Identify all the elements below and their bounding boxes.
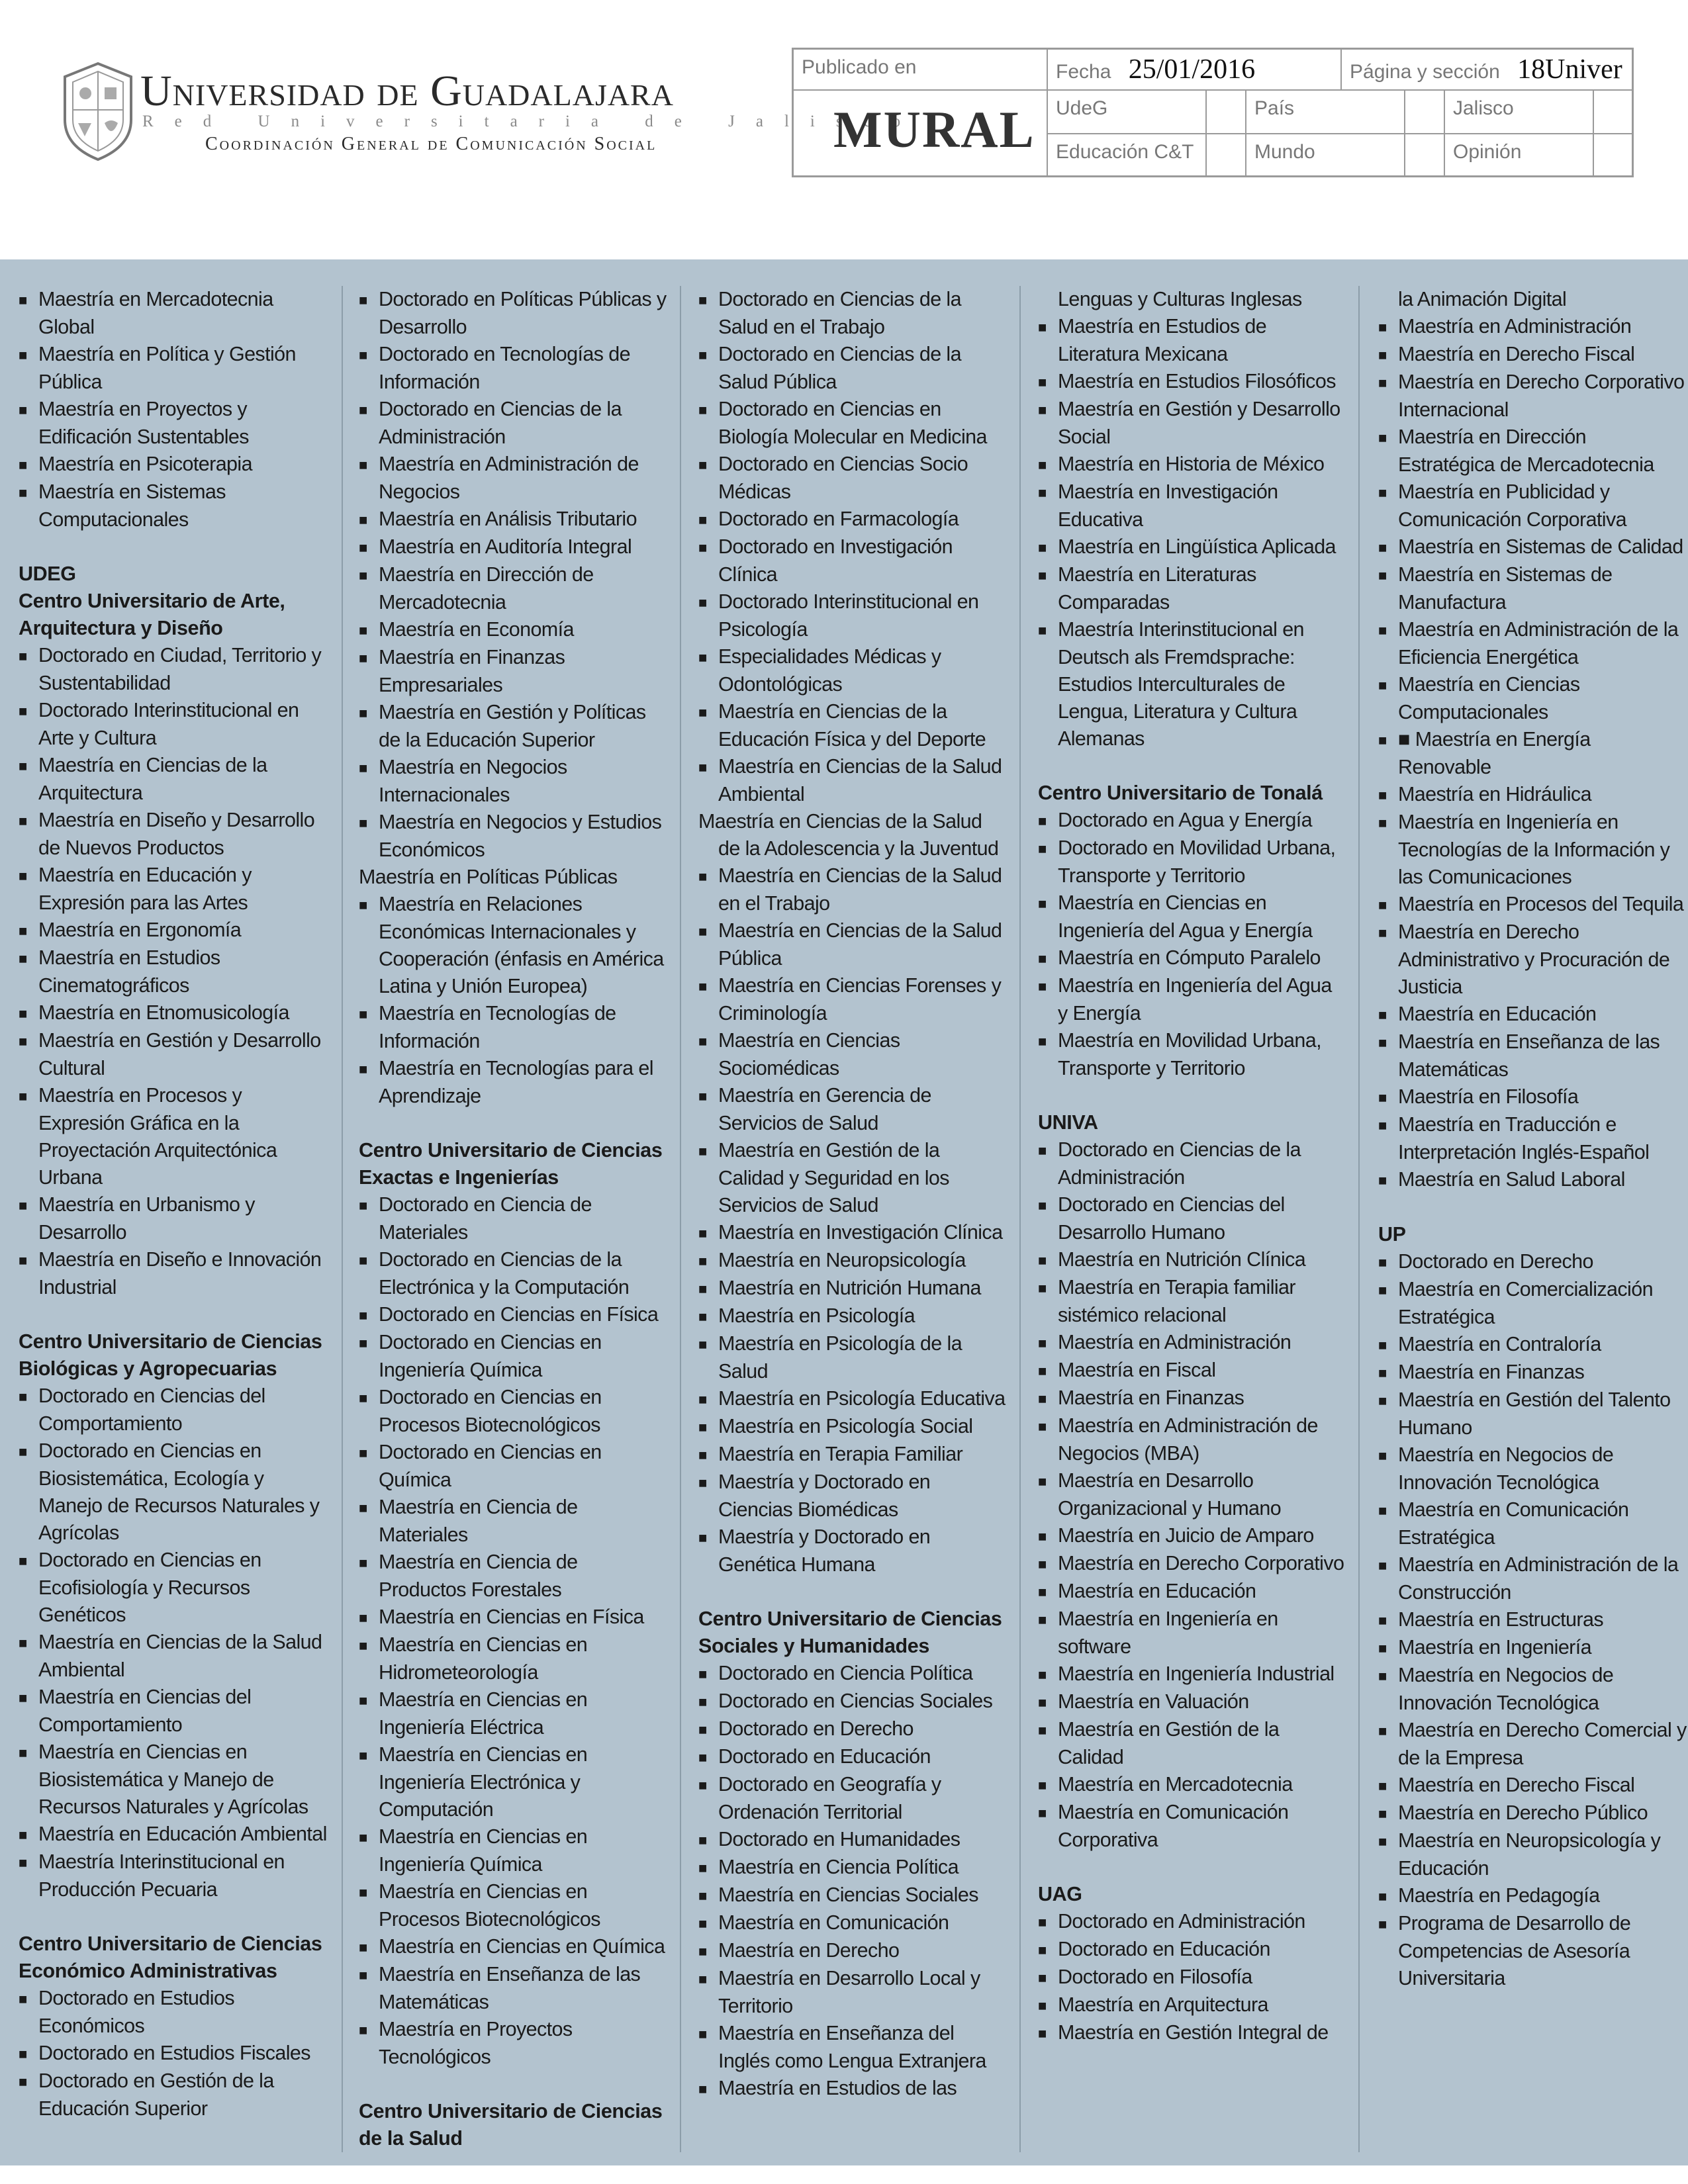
program-item: ■ Doctorado en Farmacología <box>698 506 1007 533</box>
publication-logo-cell <box>794 91 1048 177</box>
campus-heading: UAG <box>1038 1883 1082 1905</box>
program-item: ■ Maestría en Ciencias de la Salud Ambiental <box>698 753 1007 808</box>
program-item: ■ Maestría en Terapia familiar sistémico relacional <box>1038 1274 1346 1329</box>
program-item: ■ Doctorado en Humanidades <box>698 1826 1007 1854</box>
section-educacion-checkbox <box>1207 134 1246 177</box>
column-1 <box>19 286 327 2122</box>
spacer <box>1038 1854 1346 1881</box>
program-item: ■ Maestría en Estudios de Literatura Mexicana <box>1038 313 1346 368</box>
program-item: ■ Maestría en Comunicación Estratégica <box>1378 1496 1687 1551</box>
program-item: ■ Maestría en Comunicación Corporativa <box>1038 1799 1346 1854</box>
program-item: ■ Maestría en Proyectos y Edificación Sustentables <box>19 396 327 451</box>
program-item: ■ Maestría en Arquitectura <box>1038 1991 1346 2019</box>
program-item: ■ Doctorado en Políticas Públicas y Desarrollo <box>359 286 667 341</box>
spacer <box>698 1578 1007 1606</box>
program-item: ■ Maestría en Ciencia de Materiales <box>359 1494 667 1549</box>
section-educacion: Educación C&T <box>1048 134 1207 177</box>
program-item: ■ Maestría en Gestión y Políticas de la Educación Superior <box>359 699 667 754</box>
spacer <box>1378 1194 1687 1221</box>
spacer <box>19 1301 327 1328</box>
program-item: ■ Doctorado en Ciencias del Comportamiento <box>19 1383 327 1437</box>
program-item: ■ Doctorado en Administración <box>1038 1908 1346 1936</box>
program-item: ■ Maestría en Psicología Educativa <box>698 1385 1007 1413</box>
program-item: ■ Maestría en Gestión del Talento Humano <box>1378 1387 1687 1441</box>
program-item: ■ Maestría en Ciencias Forenses y Criminología <box>698 972 1007 1027</box>
program-item: ■ Doctorado en Ciencias de la Salud en el Trabajo <box>698 286 1007 341</box>
program-item: Maestría en Ciencias de la Salud <box>698 810 982 833</box>
program-item: ■ Maestría en Negocios y Estudios Económicos <box>359 809 667 864</box>
campus-heading: UNIVA <box>1038 1111 1098 1134</box>
campus-heading: Centro Universitario de Arte, Arquitectura y Diseño <box>19 590 285 639</box>
program-item: ■ Doctorado en Tecnologías de Información <box>359 341 667 396</box>
program-item: ■ Maestría en Administración de Negocios (MBA) <box>1038 1412 1346 1467</box>
program-item: ■ Maestría en Negocios de Innovación Tecnológica <box>1378 1441 1687 1496</box>
university-name: Universidad de Guadalajara <box>140 67 674 115</box>
program-item: ■ Doctorado en Ciencia Política <box>698 1660 1007 1688</box>
program-item: ■ Maestría en Psicología de la Salud <box>698 1330 1007 1385</box>
program-item: ■ Doctorado en Agua y Energía <box>1038 807 1346 835</box>
section-pais: País <box>1246 91 1405 134</box>
program-item: ■ Maestría en Sistemas de Manufactura <box>1378 561 1687 616</box>
program-item: ■ Maestría en Sistemas Computacionales <box>19 478 327 533</box>
section-opinion-checkbox <box>1594 134 1634 177</box>
program-item: ■ Maestría y Doctorado en Genética Humana <box>698 1524 1007 1578</box>
program-item: ■ Maestría en Hidráulica <box>1378 781 1687 809</box>
program-item: ■ Maestría y Doctorado en Ciencias Biomédicas <box>698 1469 1007 1524</box>
campus-heading: Centro Universitario de Tonalá <box>1038 782 1323 804</box>
program-item: ■ Maestría en Tecnologías de Información <box>359 1000 667 1055</box>
program-item: ■ Maestría en Derecho Corporativo Internacional <box>1378 369 1687 424</box>
program-item-continued: de la Adolescencia y la Juventud <box>718 837 999 860</box>
program-item: ■ Doctorado en Ciencias de la Salud Pública <box>698 341 1007 396</box>
section-udeg-checkbox <box>1207 91 1246 134</box>
section-pais-checkbox <box>1405 91 1445 134</box>
program-item: ■ Maestría en Lingüística Aplicada <box>1038 533 1346 561</box>
section-mundo-checkbox <box>1405 134 1445 177</box>
program-item: ■ Doctorado en Filosofía <box>1038 1964 1346 1991</box>
program-item: ■ Doctorado Interinstitucional en Psicología <box>698 588 1007 643</box>
campus-heading: Centro Universitario de Ciencias Sociales y Humanidades <box>698 1608 1002 1657</box>
program-item: ■ Maestría en Proyectos Tecnológicos <box>359 2016 667 2071</box>
campus-heading: Centro Universitario de Ciencias Económico Administrativas <box>19 1933 322 1982</box>
program-item: ■ Maestría en Pedagogía <box>1378 1882 1687 1910</box>
network-name: Red Universitaria de Jalisco <box>142 113 922 130</box>
program-item: ■ Maestría en Finanzas <box>1378 1359 1687 1387</box>
article-clipping <box>0 259 1688 2165</box>
page-section-value: 18Univer <box>1517 54 1622 85</box>
program-item: ■ Maestría en Ciencias de la Salud Ambiental <box>19 1629 327 1684</box>
program-item: ■ Maestría en Traducción e Interpretación Inglés-Español <box>1378 1111 1687 1166</box>
program-item: ■ Doctorado en Ciencias de la Administración <box>1038 1136 1346 1191</box>
publication-info-box <box>792 48 1634 177</box>
program-item: ■ Maestría en Educación <box>1038 1578 1346 1606</box>
program-item: ■ Maestría en Estudios Filosóficos <box>1038 368 1346 396</box>
program-item: ■ Maestría en Comunicación <box>698 1909 1007 1937</box>
program-item: ■ Maestría en Ingeniería <box>1378 1634 1687 1662</box>
date-cell <box>1048 50 1342 91</box>
program-item: ■ Doctorado en Educación <box>1038 1936 1346 1964</box>
program-item: ■ Maestría en Ciencias en Hidrometeorología <box>359 1631 667 1686</box>
program-item: ■ Maestría en Ingeniería en software <box>1038 1606 1346 1661</box>
program-item: ■ Maestría en Relaciones Económicas Internacionales y Cooperación (énfasis en América Latina y Unión Europea) <box>359 891 667 1000</box>
program-item: ■ Maestría en Administración de la Construcción <box>1378 1551 1687 1606</box>
coordination-name: Coordinación General de Comunicación Social <box>205 134 657 154</box>
program-item: ■ Maestría en Urbanismo y Desarrollo <box>19 1191 327 1246</box>
program-item: ■ Maestría en Neuropsicología y Educación <box>1378 1827 1687 1882</box>
column-2 <box>359 286 667 2152</box>
program-item: ■ Doctorado en Ciencias en Química <box>359 1439 667 1494</box>
program-item: ■ Maestría en Derecho Administrativo y Procuración de Justicia <box>1378 919 1687 1001</box>
program-item: ■ Maestría en Derecho Comercial y de la Empresa <box>1378 1717 1687 1772</box>
published-in-label: Publicado en <box>794 50 1048 91</box>
program-item: ■ Doctorado en Ciencias en Física <box>359 1301 667 1329</box>
page-section-cell <box>1342 50 1634 91</box>
program-item: ■ Maestría en Cómputo Paralelo <box>1038 944 1346 972</box>
program-item: ■ Maestría en Valuación <box>1038 1688 1346 1716</box>
program-item: ■ Maestría en Filosofía <box>1378 1083 1687 1111</box>
publication-logo: MURAL <box>833 101 1035 158</box>
program-item: ■ Maestría en Política y Gestión Pública <box>19 341 327 396</box>
program-item: ■ Doctorado en Gestión de la Educación Superior <box>19 2068 327 2122</box>
spacer <box>359 2071 667 2098</box>
program-item: ■ Maestría en Ciencias Computacionales <box>1378 671 1687 726</box>
column-divider <box>342 286 343 2152</box>
program-item: ■ Maestría en Educación Ambiental <box>19 1821 327 1848</box>
program-item: ■ Doctorado en Investigación Clínica <box>698 533 1007 588</box>
program-item: ■ Doctorado en Ciencias del Desarrollo Humano <box>1038 1191 1346 1246</box>
program-item: ■ Maestría en Publicidad y Comunicación Corporativa <box>1378 478 1687 533</box>
program-item: ■ Maestría en Psicología <box>698 1302 1007 1330</box>
program-item: ■ Maestría en Educación <box>1378 1001 1687 1028</box>
campus-heading: UP <box>1378 1223 1406 1246</box>
program-item: ■ Doctorado en Ciudad, Territorio y Sustentabilidad <box>19 642 327 697</box>
program-item: ■ Maestría en Ciencias en Ingeniería Electrónica y Computación <box>359 1741 667 1823</box>
program-item: ■ Doctorado en Educación <box>698 1743 1007 1771</box>
program-item: ■ Maestría en Derecho Corporativo <box>1038 1550 1346 1578</box>
program-item: ■ Maestría en Ciencias Sociomédicas <box>698 1027 1007 1082</box>
program-item: ■ Maestría en Ciencia Política <box>698 1854 1007 1882</box>
program-item: ■ Maestría en Ciencias del Comportamiento <box>19 1684 327 1739</box>
program-item: ■ Maestría en Gestión y Desarrollo Cultural <box>19 1027 327 1082</box>
program-item: ■ Maestría en Investigación Clínica <box>698 1219 1007 1247</box>
program-item: ■ Doctorado en Ciencias en Ingeniería Química <box>359 1329 667 1384</box>
section-mundo: Mundo <box>1246 134 1405 177</box>
program-item: ■ Maestría en Diseño y Desarrollo de Nuevos Productos <box>19 807 327 862</box>
program-item: ■ Maestría en Ciencias Sociales <box>698 1882 1007 1909</box>
program-item: ■ Doctorado en Ciencias Socio Médicas <box>698 451 1007 506</box>
program-item: ■ Maestría en Ciencias de la Salud Pública <box>698 917 1007 972</box>
program-item: ■ Maestría en Enseñanza del Inglés como Lengua Extranjera <box>698 2020 1007 2075</box>
program-item: ■ ■ Maestría en Energía Renovable <box>1378 726 1687 781</box>
date-value: 25/01/2016 <box>1128 54 1256 85</box>
program-item: ■ Maestría en Derecho Fiscal <box>1378 341 1687 369</box>
program-item: ■ Maestría en Nutrición Humana <box>698 1275 1007 1302</box>
program-item: ■ Maestría en Ingeniería en Tecnologías de la Información y las Comunicaciones <box>1378 809 1687 891</box>
program-item: ■ Maestría en Fiscal <box>1038 1357 1346 1385</box>
program-item: ■ Maestría en Ingeniería Industrial <box>1038 1661 1346 1688</box>
program-item: ■ Maestría en Tecnologías para el Aprendizaje <box>359 1055 667 1110</box>
program-item: ■ Especialidades Médicas y Odontológicas <box>698 643 1007 698</box>
program-item: ■ Maestría en Finanzas Empresariales <box>359 644 667 699</box>
university-seal-icon <box>58 57 138 163</box>
spacer <box>19 1903 327 1931</box>
program-item: ■ Maestría en Nutrición Clínica <box>1038 1246 1346 1274</box>
column-divider <box>680 286 681 2152</box>
program-item: ■ Maestría en Psicología Social <box>698 1413 1007 1441</box>
program-item: ■ Maestría en Movilidad Urbana, Transporte y Territorio <box>1038 1027 1346 1082</box>
campus-heading: Centro Universitario de Ciencias de la Salud <box>359 2100 663 2150</box>
spacer <box>19 533 327 561</box>
program-item: ■ Maestría en Ciencias en Química <box>359 1933 667 1961</box>
program-item: ■ Maestría en Enseñanza de las Matemáticas <box>1378 1028 1687 1083</box>
program-item: ■ Maestría en Neuropsicología <box>698 1247 1007 1275</box>
program-item: ■ Doctorado en Ciencia de Materiales <box>359 1191 667 1246</box>
program-item: ■ Maestría Interinstitucional en Producción Pecuaria <box>19 1848 327 1903</box>
program-item: ■ Maestría en Historia de México <box>1038 451 1346 478</box>
program-item: ■ Maestría en Auditoría Integral <box>359 533 667 561</box>
program-item: ■ Maestría en Juicio de Amparo <box>1038 1522 1346 1550</box>
column-5 <box>1378 286 1687 1992</box>
program-item: ■ Maestría en Contraloría <box>1378 1331 1687 1359</box>
program-item: ■ Maestría en Sistemas de Calidad <box>1378 533 1687 561</box>
section-jalisco: Jalisco <box>1445 91 1594 134</box>
program-item: ■ Maestría Interinstitucional en Deutsch als Fremdsprache: Estudios Interculturales de Lengua, Literatura y Cultura Alemanas <box>1038 616 1346 752</box>
section-udeg: UdeG <box>1048 91 1207 134</box>
column-divider <box>1019 286 1021 2152</box>
program-item: ■ Doctorado en Ciencias de la Electrónica y la Computación <box>359 1246 667 1301</box>
program-item: ■ Maestría en Etnomusicología <box>19 999 327 1027</box>
program-item: ■ Maestría en Enseñanza de las Matemáticas <box>359 1961 667 2016</box>
program-item: ■ Doctorado en Ciencias en Procesos Biotecnológicos <box>359 1384 667 1439</box>
program-item: ■ Maestría en Estudios Cinematográficos <box>19 944 327 999</box>
program-item: ■ Maestría en Ergonomía <box>19 917 327 944</box>
program-item: ■ Maestría en Gerencia de Servicios de Salud <box>698 1082 1007 1137</box>
program-item: ■ Maestría en Derecho Público <box>1378 1799 1687 1827</box>
program-item: ■ Maestría en Salud Laboral <box>1378 1166 1687 1194</box>
column-4 <box>1038 286 1346 2047</box>
program-item: ■ Maestría en Negocios Internacionales <box>359 754 667 809</box>
program-item: ■ Maestría en Ciencias de la Salud en el Trabajo <box>698 862 1007 917</box>
program-item: ■ Doctorado en Ciencias Sociales <box>698 1688 1007 1715</box>
program-item: ■ Maestría en Comercialización Estratégica <box>1378 1276 1687 1331</box>
program-item: ■ Maestría en Procesos del Tequila <box>1378 891 1687 919</box>
program-item: ■ Maestría en Gestión Integral de <box>1038 2019 1346 2047</box>
column-divider <box>1358 286 1360 2152</box>
program-item: ■ Maestría en Diseño e Innovación Industrial <box>19 1246 327 1301</box>
program-item: ■ Maestría en Ingeniería del Agua y Energía <box>1038 972 1346 1027</box>
program-item: ■ Maestría en Estudios de las <box>698 2075 1007 2103</box>
program-item: ■ Maestría en Finanzas <box>1038 1385 1346 1412</box>
page-section-label: Página y sección <box>1350 61 1500 83</box>
program-item: ■ Maestría en Derecho Fiscal <box>1378 1772 1687 1799</box>
program-item: ■ Maestría en Literaturas Comparadas <box>1038 561 1346 616</box>
spacer <box>1038 752 1346 780</box>
program-item: ■ Maestría en Ciencias de la Arquitectura <box>19 752 327 807</box>
program-item: ■ Doctorado en Derecho <box>698 1715 1007 1743</box>
program-item: Maestría en Políticas Públicas <box>359 866 618 888</box>
program-item: ■ Maestría en Estructuras <box>1378 1606 1687 1634</box>
program-item: ■ Maestría en Gestión y Desarrollo Social <box>1038 396 1346 451</box>
program-item: ■ Doctorado en Movilidad Urbana, Transporte y Territorio <box>1038 835 1346 889</box>
campus-heading: UDEG <box>19 563 76 585</box>
section-jalisco-checkbox <box>1594 91 1634 134</box>
program-item: ■ Maestría en Psicoterapia <box>19 451 327 478</box>
program-item: ■ Maestría en Mercadotecnia <box>1038 1771 1346 1799</box>
program-item: ■ Maestría en Análisis Tributario <box>359 506 667 533</box>
campus-heading: Centro Universitario de Ciencias Biológicas y Agropecuarias <box>19 1330 322 1380</box>
program-item: ■ Maestría en Administración <box>1378 313 1687 341</box>
program-item: ■ Maestría en Ciencias en Ingeniería Eléctrica <box>359 1686 667 1741</box>
column-3 <box>698 286 1007 2103</box>
campus-heading: Centro Universitario de Ciencias Exactas e Ingenierías <box>359 1139 663 1189</box>
program-item: ■ Maestría en Dirección de Mercadotecnia <box>359 561 667 616</box>
program-item: ■ Programa de Desarrollo de Competencias de Asesoría Universitaria <box>1378 1910 1687 1992</box>
program-item: ■ Maestría en Mercadotecnia Global <box>19 286 327 341</box>
program-item: ■ Doctorado en Derecho <box>1378 1248 1687 1276</box>
program-item: ■ Maestría en Gestión de la Calidad y Seguridad en los Servicios de Salud <box>698 1137 1007 1219</box>
program-item: ■ Maestría en Administración de la Eficiencia Energética <box>1378 616 1687 671</box>
program-item: ■ Maestría en Educación y Expresión para las Artes <box>19 862 327 917</box>
program-item: ■ Maestría en Ciencias en Biosistemática y Manejo de Recursos Naturales y Agrícolas <box>19 1739 327 1821</box>
program-item: ■ Maestría en Ciencia de Productos Forestales <box>359 1549 667 1604</box>
section-opinion: Opinión <box>1445 134 1594 177</box>
program-item: ■ Doctorado en Geografía y Ordenación Territorial <box>698 1771 1007 1826</box>
program-item: ■ Maestría en Ciencias en Ingeniería del Agua y Energía <box>1038 889 1346 944</box>
program-item: ■ Doctorado en Ciencias en Ecofisiología y Recursos Genéticos <box>19 1547 327 1629</box>
program-item-continued: Lenguas y Culturas Inglesas <box>1058 288 1302 310</box>
program-item: ■ Maestría en Gestión de la Calidad <box>1038 1716 1346 1771</box>
program-item-continued: la Animación Digital <box>1398 288 1567 310</box>
program-item: ■ Maestría en Ciencias en Procesos Biotecnológicos <box>359 1878 667 1933</box>
program-item: ■ Maestría en Administración <box>1038 1329 1346 1357</box>
date-label: Fecha <box>1056 61 1111 83</box>
program-item: ■ Maestría en Desarrollo Local y Territorio <box>698 1965 1007 2020</box>
program-item: ■ Maestría en Terapia Familiar <box>698 1441 1007 1469</box>
program-item: ■ Doctorado Interinstitucional en Arte y Cultura <box>19 697 327 752</box>
program-item: ■ Maestría en Derecho <box>698 1937 1007 1965</box>
program-item: ■ Doctorado en Ciencias en Biología Molecular en Medicina <box>698 396 1007 451</box>
program-item: ■ Maestría en Ciencias en Física <box>359 1604 667 1631</box>
spacer <box>1038 1082 1346 1109</box>
program-item: ■ Maestría en Administración de Negocios <box>359 451 667 506</box>
spacer <box>359 1110 667 1137</box>
program-item: ■ Maestría en Desarrollo Organizacional y Humano <box>1038 1467 1346 1522</box>
program-item: ■ Maestría en Procesos y Expresión Gráfica en la Proyectación Arquitectónica Urbana <box>19 1082 327 1191</box>
program-item: ■ Maestría en Economía <box>359 616 667 644</box>
program-item: ■ Doctorado en Estudios Fiscales <box>19 2040 327 2068</box>
program-item: ■ Doctorado en Ciencias en Biosistemática, Ecología y Manejo de Recursos Naturales y Agrícolas <box>19 1437 327 1547</box>
program-item: ■ Doctorado en Estudios Económicos <box>19 1985 327 2040</box>
program-item: ■ Maestría en Ciencias en Ingeniería Química <box>359 1823 667 1878</box>
program-item: ■ Maestría en Ciencias de la Educación Física y del Deporte <box>698 698 1007 753</box>
program-item: ■ Doctorado en Ciencias de la Administración <box>359 396 667 451</box>
program-item: ■ Maestría en Investigación Educativa <box>1038 478 1346 533</box>
program-item: ■ Maestría en Negocios de Innovación Tecnológica <box>1378 1662 1687 1717</box>
program-item: ■ Maestría en Dirección Estratégica de Mercadotecnia <box>1378 424 1687 478</box>
